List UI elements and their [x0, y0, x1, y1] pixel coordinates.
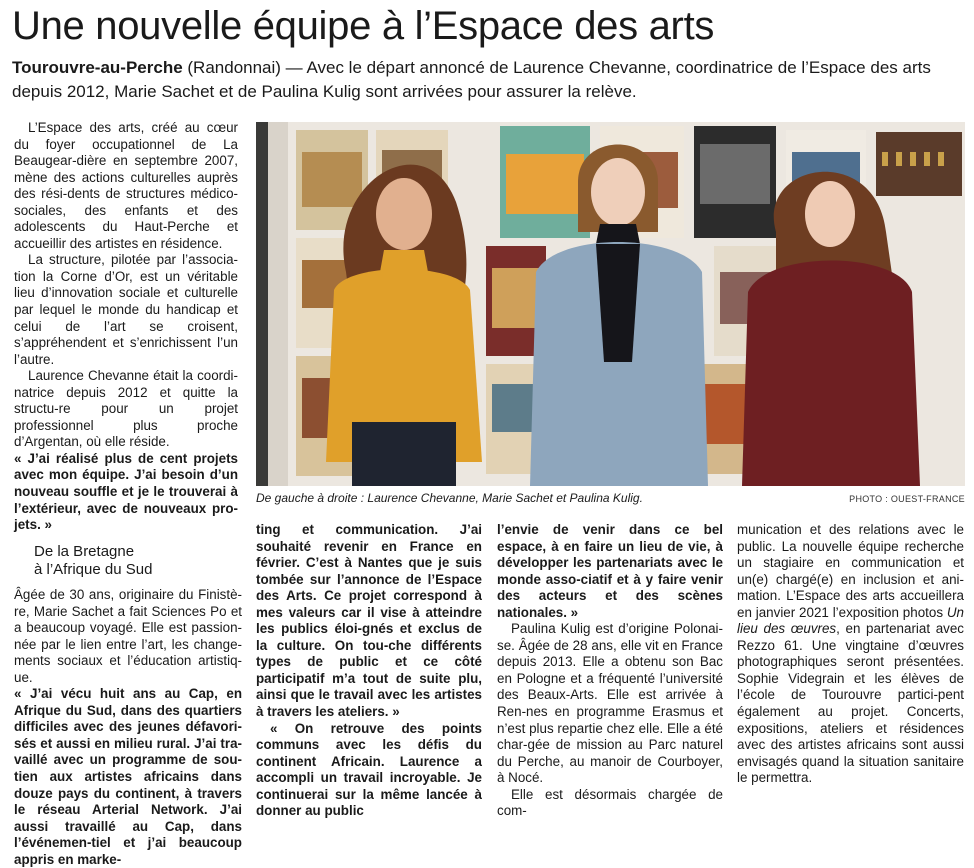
poster-art [302, 152, 362, 207]
column-1 [14, 120, 238, 534]
paragraph: Paulina Kulig est d’origine Polonai-se. Âgée de 28 ans, elle vit en France depuis 2013. Elle a obtenu son Bac en Pologne et a fréquenté l’université des Beaux-Arts. Elle est arrivée à Ren-nes en programme Erasmus et n’est plus repartie chez elle. Elle a été char-gée de mission au Parc naturel du Perche, au manoir de Courboyer, à Nocé. [497, 621, 723, 786]
door-frame [256, 122, 268, 486]
section-subhead [34, 543, 242, 579]
caption-text: De gauche à droite : Laurence Chevanne, Marie Sachet et Paulina Kulig. [256, 491, 643, 505]
text-run: , en partenariat avec Rezzo 61. Une vingtaine d’œuvres photographiques seront présentées. Sophie Videgrain et les élèves de l’école de Tourouvre partici-pent également au projet. Concerts, expositions, ateliers et résidences avec des artistes africains sont aussi envisagés quand la situation sanitaire le permettra. [737, 621, 964, 786]
paragraph: Elle est désormais chargée de com- [497, 786, 723, 819]
exhibition-title: Un lieu des œuvres [737, 604, 964, 637]
article-lead [12, 56, 962, 104]
subhead-line: De la Bretagne [34, 543, 135, 560]
quote: « On retrouve des points communs avec les défis du continent Africain. Laurence a accompli un travail incroyable. Je continuerai sur la même lancée à donner au public [256, 720, 482, 819]
photo-credit: PHOTO : OUEST-FRANCE [849, 494, 965, 504]
wall-edge [268, 122, 288, 486]
quote: « J’ai vécu huit ans au Cap, en Afrique du Sud, dans des quartiers difficiles avec des jeunes défavori-sés et aussi en milieu rural. J’ai tra-vaillé avec un programme de sou-tien aux artistes africains dans douze pays du continent, à travers le réseau Arterial Network. J’ai aussi travaillé au Cap, dans l’événemen-tiel et j’ai beaucoup appris en marke- [14, 686, 242, 867]
quote: ting et communication. J’ai souhaité revenir en France en février. C’est à Nantes que je suis tombée sur l’annonce de l’Espace des Arts. Ce projet correspond à mes valeurs car il vise à atteindre les publics éloi-gnés et exclus de la culture. On tou-che différents types de public et ce côté participatif m’a tout de suite plu, ainsi que le travail avec les artistes à travers les ateliers. » [256, 522, 482, 720]
paragraph: Âgée de 30 ans, originaire du Finistè-re, Marie Sachet a fait Sciences Po et a beaucoup voyagé. Elle est passion-née par le lien entre l’art, les change-ments sociaux et l’éducation artistiq-ue. [14, 587, 242, 685]
paragraph: L’Espace des arts, créé au cœur du foyer occupationnel de La Beaugear-dière en septembre 2007, mène des actions culturelles auprès des rési-dents de structures médico-sociales, des enfants et des adolescents du Haut-Perche et accueillir des artistes en résidence. [14, 120, 238, 251]
paragraph: Laurence Chevanne était la coordi-natrice depuis 2012 et quitte la structu-re pour un projet professionnel plus proche d’Argentan, où elle réside. [14, 368, 238, 450]
lead-text: (Randonnai) — Avec le départ annoncé de Laurence Chevanne, coordinatrice de l’Espace des arts depuis 2012, Marie Sachet et de Paulina Kulig sont arrivées pour assurer la relève. [12, 58, 931, 101]
key-cabinet [876, 132, 962, 196]
photo-illustration [256, 122, 965, 486]
key-board [876, 132, 962, 196]
lead-place: Tourouvre-au-Perche [12, 58, 183, 77]
paragraph [737, 522, 964, 787]
poster-art [506, 154, 584, 214]
poster-art [700, 144, 770, 204]
photo-caption [256, 490, 965, 508]
quote: l’envie de venir dans ce bel espace, à en faire un lieu de vie, à développer les partenariats avec le monde asso-ciatif et à y faire venir des acteurs et des scènes nationales. » [497, 522, 723, 620]
article-photo [256, 122, 965, 486]
column-2 [14, 539, 242, 868]
paragraph: La structure, pilotée par l’associa-tion la Corne d’Or, est un véritable lieu d’innovation sociale et culturelle par lequel le monde du handicap et celui de l’art se croisent, s’appréhendent et s’enrichissent l’un l’autre. [14, 252, 238, 367]
poster-art [492, 268, 540, 328]
subhead-line: à l’Afrique du Sud [34, 561, 153, 578]
column-3 [256, 522, 482, 820]
article-headline: Une nouvelle équipe à l’Espace des arts [12, 4, 715, 48]
column-4 [497, 522, 723, 820]
quote: « J’ai réalisé plus de cent projets avec mon équipe. J’ai besoin d’un nouveau souffle et je le trouverai à l’extérieur, avec de nouveaux pro-jets. » [14, 450, 238, 533]
column-5 [737, 522, 964, 787]
text-run: munication et des relations avec le public. La nouvelle équipe recherche un stagiaire en communication et un(e) chargé(e) en inclusion et ani-mation. L’Espace des arts accueillera en janvier 2021 l’exposition photos [737, 522, 964, 620]
